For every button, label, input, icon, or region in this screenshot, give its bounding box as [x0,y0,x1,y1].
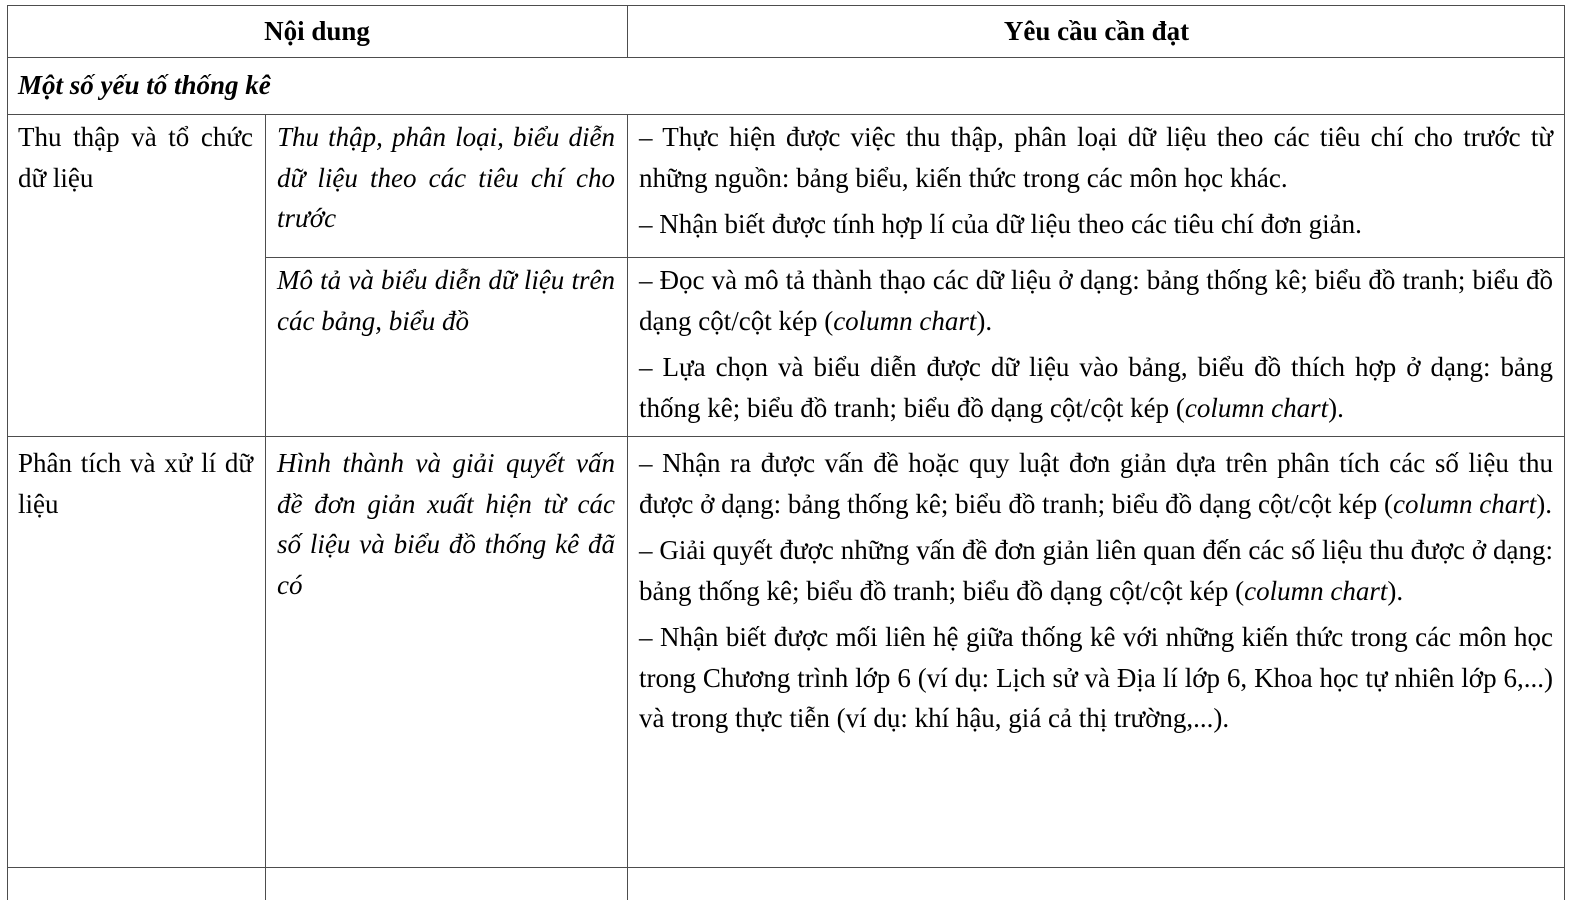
table-border-left [7,5,8,900]
term-column-chart: column chart [1393,488,1537,519]
content-cell: Mô tả và biểu diễn dữ liệu trên các bảng, biểu đồ [277,265,615,336]
column-divider-topic [265,114,266,900]
term-column-chart: column chart [833,305,977,336]
requirements-cell [639,117,1553,245]
header-content: Nội dung [264,16,370,46]
curriculum-table [7,5,1565,900]
topic-cell: Phân tích và xử lí dữ liệu [18,448,253,519]
table-border-top [7,5,1565,6]
section-title: Một số yếu tố thống kê [18,70,271,100]
topic-cell: Thu thập và tổ chức dữ liệu [18,122,253,193]
term-column-chart: column chart [1244,575,1388,606]
requirements-cell [639,443,1553,739]
requirement-item: – Giải quyết được những vấn đề đơn giản liên quan đến các số liệu thu được ở dạng: bảng thống kê; biểu đồ tranh; biểu đồ dạng cột/cột kép (column chart). [639,535,1553,606]
requirement-item: – Nhận biết được tính hợp lí của dữ liệu theo các tiêu chí đơn giản. [639,209,1362,239]
header-divider [7,57,1565,58]
requirement-item: – Lựa chọn và biểu diễn được dữ liệu vào bảng, biểu đồ thích hợp ở dạng: bảng thống kê; biểu đồ tranh; biểu đồ dạng cột/cột kép (column chart). [639,352,1553,423]
table-border-bottom [7,867,1565,868]
requirement-item: – Nhận biết được mối liên hệ giữa thống kê với những kiến thức trong các môn học trong Chương trình lớp 6 (ví dụ: Lịch sử và Địa lí lớp 6, Khoa học tự nhiên lớp 6,...) và trong thực tiễn (ví dụ: khí hậu, giá cả thị trường,...). [639,622,1553,733]
requirement-item: – Thực hiện được việc thu thập, phân loại dữ liệu theo các tiêu chí cho trước từ những nguồn: bảng biểu, kiến thức trong các môn học khác. [639,122,1553,193]
section-divider [7,114,1565,115]
subrow-divider [265,257,1565,258]
header-requirements: Yêu cầu cần đạt [1003,16,1190,46]
column-divider-content [627,114,628,900]
row-divider [7,436,1565,437]
table-border-right [1564,5,1565,900]
term-column-chart: column chart [1184,392,1329,423]
requirement-item: – Nhận ra được vấn đề hoặc quy luật đơn giản dựa trên phân tích các số liệu thu được ở dạng: bảng thống kê; biểu đồ tranh; biểu đồ dạng cột/cột kép (column chart). [639,448,1553,519]
requirements-cell [639,260,1553,428]
content-cell: Thu thập, phân loại, biểu diễn dữ liệu theo các tiêu chí cho trước [277,122,615,233]
content-cell: Hình thành và giải quyết vấn đề đơn giản xuất hiện từ các số liệu và biểu đồ thống kê đã có [277,448,615,600]
requirement-item: – Đọc và mô tả thành thạo các dữ liệu ở dạng: bảng thống kê; biểu đồ tranh; biểu đồ dạng cột/cột kép (column chart). [639,265,1553,336]
